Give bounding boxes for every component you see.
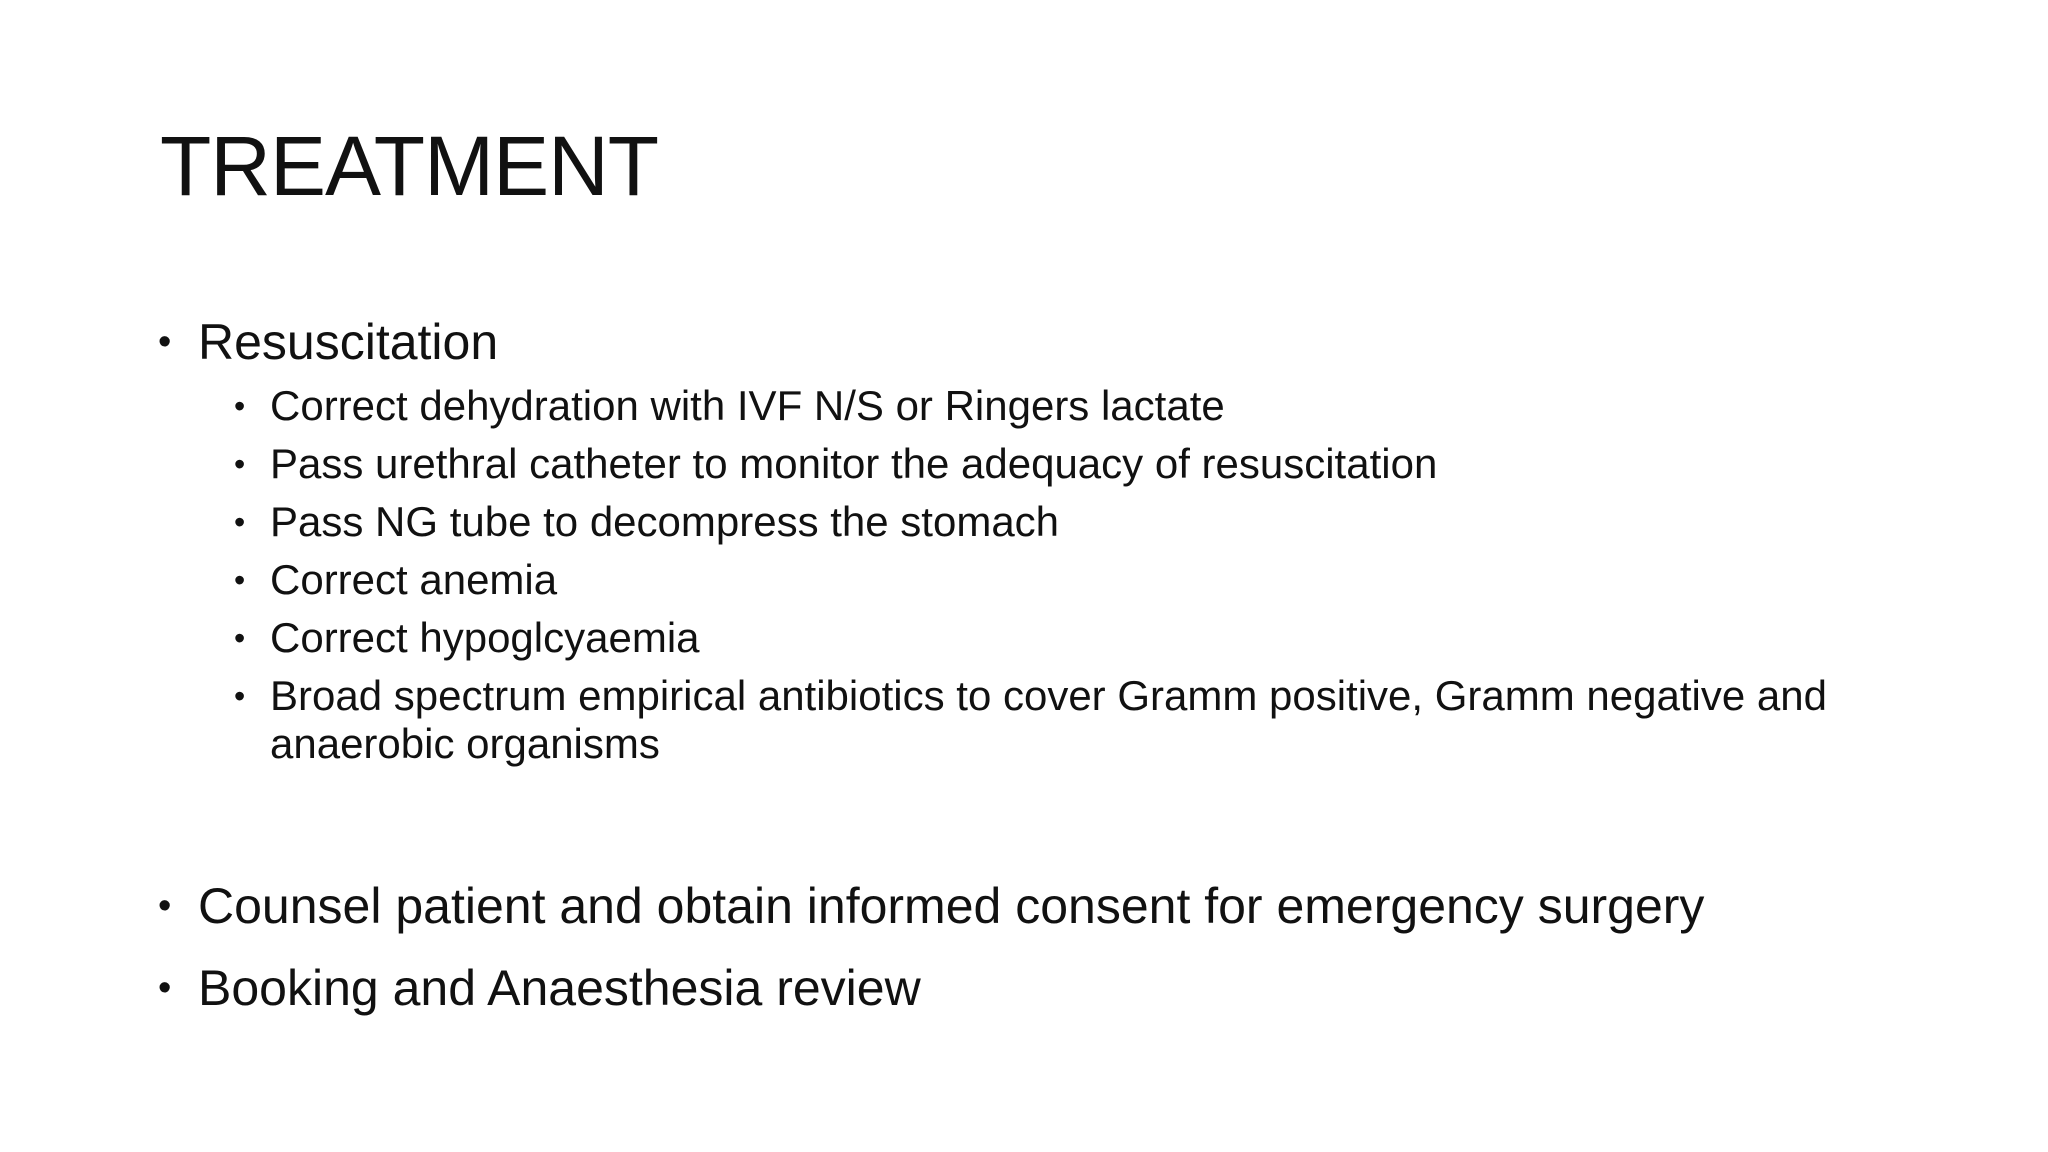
slide-title: TREATMENT <box>160 119 659 213</box>
sub-bullet-text: Pass urethral catheter to monitor the adequacy of resuscitation <box>270 440 1438 487</box>
sub-bullet-antibiotics <box>230 672 1914 768</box>
sub-bullet-catheter <box>230 440 1914 488</box>
resuscitation-sub-list <box>230 382 1914 768</box>
bullet-counsel <box>154 876 1914 936</box>
spacer <box>154 778 1914 876</box>
sub-bullet-hypoglycaemia <box>230 614 1914 662</box>
sub-bullet-text: Correct hypoglcyaemia <box>270 614 700 661</box>
bullet-resuscitation <box>154 312 1914 372</box>
sub-bullet-ng-tube <box>230 498 1914 546</box>
bullet-dot: • <box>158 885 172 927</box>
sub-bullet-text: Correct dehydration with IVF N/S or Ringers lactate <box>270 382 1225 429</box>
bullet-booking <box>154 958 1914 1018</box>
bullet-dot: • <box>234 620 246 656</box>
sub-bullet-dehydration <box>230 382 1914 430</box>
bullet-label: Counsel patient and obtain informed consent for emergency surgery <box>198 878 1705 934</box>
sub-bullet-anemia <box>230 556 1914 604</box>
bullet-dot: • <box>234 446 246 482</box>
bullet-dot: • <box>234 388 246 424</box>
sub-bullet-text: Broad spectrum empirical antibiotics to cover Gramm positive, Gramm negative and anaerobic organisms <box>270 672 1827 767</box>
bullet-dot: • <box>158 321 172 363</box>
sub-bullet-text: Correct anemia <box>270 556 558 603</box>
bullet-dot: • <box>234 678 246 714</box>
bullet-dot: • <box>234 562 246 598</box>
bullet-label: Resuscitation <box>198 314 499 370</box>
slide-content <box>154 312 1914 1018</box>
bullet-dot: • <box>234 504 246 540</box>
sub-bullet-text: Pass NG tube to decompress the stomach <box>270 498 1060 545</box>
bullet-label: Booking and Anaesthesia review <box>198 960 921 1016</box>
bullet-dot: • <box>158 967 172 1009</box>
